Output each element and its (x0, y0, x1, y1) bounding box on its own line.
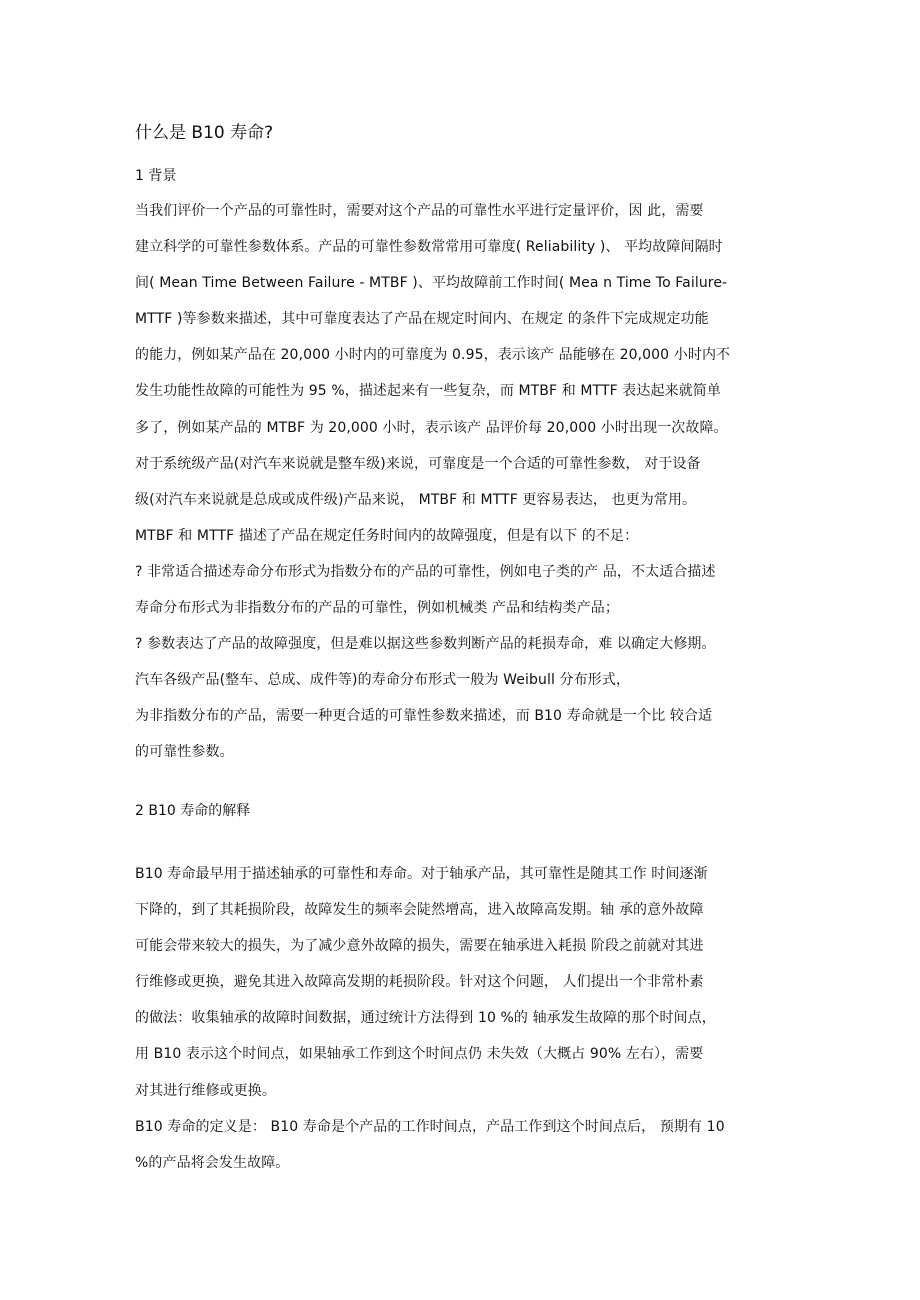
text-line: B10 寿命最早用于描述轴承的可靠性和寿命。对于轴承产品，其可靠性是随其工作 时间逐渐 (135, 866, 708, 882)
text-line: 发生功能性故障的可能性为 95 %，描述起来有一些复杂，而 MTBF 和 MTTF 表达起来就简单 (135, 383, 721, 400)
text-line: 汽车各级产品(整车、总成、成件等)的寿命分布形式一般为 Weibull 分布形式， (135, 672, 630, 689)
text-line: 可能会带来较大的损失，为了减少意外故障的损失，需要在轴承进入耗损 阶段之前就对其进 (135, 938, 704, 955)
text-line: 建立科学的可靠性参数体系。产品的可靠性参数常常用可靠度( Reliability )、 平均故障间隔时 (135, 239, 723, 256)
section-2-body (135, 856, 725, 1181)
text-line: 的做法：收集轴承的故障时间数据，通过统计方法得到 10 %的 轴承发生故障的那个时间点， (135, 1010, 716, 1027)
text-line: 寿命分布形式为非指数分布的产品的可靠性，例如机械类 产品和结构类产品； (135, 600, 619, 617)
section-2-heading: 2 B10 寿命的解释 (135, 803, 251, 819)
text-line: MTBF 和 MTTF 描述了产品在规定任务时间内的故障强度，但是有以下 的不足： (135, 527, 639, 544)
text-line: 下降的，到了其耗损阶段，故障发生的频率会陡然增高，进入故障高发期。轴 承的意外故障 (135, 902, 704, 919)
text-line: 为非指数分布的产品，需要一种更合适的可靠性参数来描述，而 B10 寿命就是一个比 较合适 (135, 708, 713, 725)
text-line: 的能力，例如某产品在 20,000 小时内的可靠度为 0.95，表示该产 品能够在 20,000 小时内不 (135, 347, 731, 364)
text-line: 当我们评价一个产品的可靠性时，需要对这个产品的可靠性水平进行定量评价，因 此，需要 (135, 203, 704, 219)
text-line: 的可靠性参数。 (135, 744, 234, 761)
text-line: 用 B10 表示这个时间点，如果轴承工作到这个时间点仍 未失效（大概占 90% 左右），需要 (135, 1046, 704, 1063)
section-1-heading: 1 背景 (135, 168, 177, 184)
text-line: 行维修或更换，避免其进入故障高发期的耗损阶段。针对这个问题， 人们提出一个非常朴素 (135, 974, 704, 991)
text-line: %的产品将会发生故障。 (135, 1154, 290, 1171)
text-line: ? 参数表达了产品的故障强度，但是难以据这些参数判断产品的耗损寿命，难 以确定大修期。 (135, 636, 716, 653)
text-line: 多了，例如某产品的 MTBF 为 20,000 小时，表示该产 品评价每 20,000 小时出现一次故障。 (135, 419, 728, 436)
text-line: MTTF )等参数来描述，其中可靠度表达了产品在规定时间内、在规定 的条件下完成规定功能 (135, 311, 709, 328)
text-line: 对于系统级产品(对汽车来说就是整车级)来说，可靠度是一个合适的可靠性参数， 对于设备 (135, 455, 701, 472)
text-line: 间( Mean Time Between Failure - MTBF )、平均故障前工作时间( Mea n Time To Failure- (135, 275, 728, 292)
text-line: ? 非常适合描述寿命分布形式为指数分布的产品的可靠性，例如电子类的产 品，不太适合描述 (135, 563, 716, 580)
text-line: 对其进行维修或更换。 (135, 1082, 276, 1099)
document-title: 什么是 B10 寿命? (135, 123, 274, 143)
text-line: 级(对汽车来说就是总成或成件级)产品来说， MTBF 和 MTTF 更容易表达， 也更为常用。 (135, 491, 697, 508)
section-1-body (135, 193, 730, 771)
text-line: B10 寿命的定义是： B10 寿命是个产品的工作时间点，产品工作到这个时间点后， 预期有 10 (135, 1118, 725, 1135)
